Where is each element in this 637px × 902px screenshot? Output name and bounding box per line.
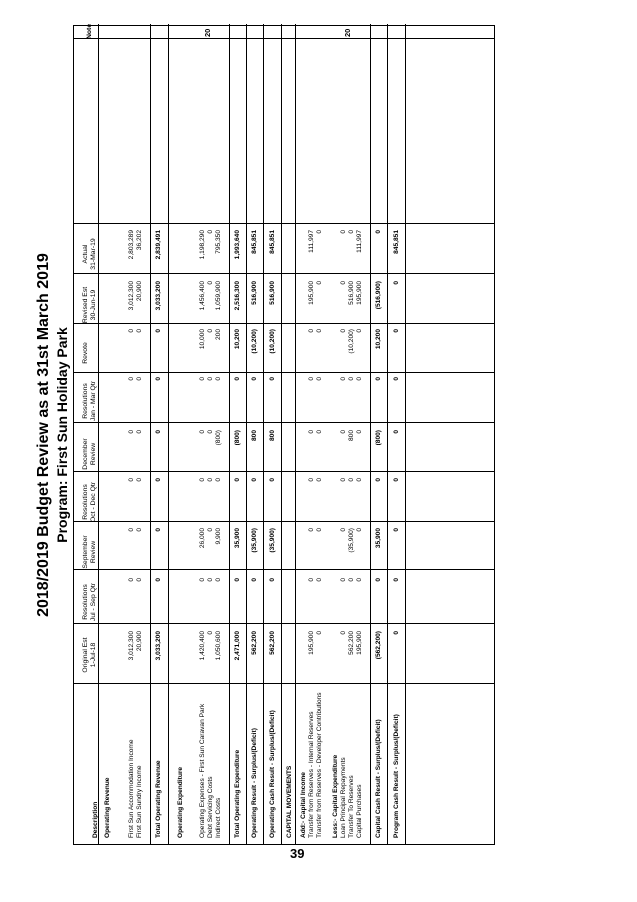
row-value: 795,350 <box>215 230 222 254</box>
row-value: 0 <box>207 377 214 381</box>
column-header: Review <box>90 540 97 564</box>
row-value: 0 <box>316 430 323 434</box>
row-value: 0 <box>393 430 400 434</box>
column-header: Resolutions <box>82 584 89 620</box>
row-value: 0 <box>207 478 214 482</box>
row-value: 0 <box>199 578 206 582</box>
row-value: 0 <box>356 478 363 482</box>
row-value: 0 <box>308 478 315 482</box>
row-label: Debt Servicing Costs <box>207 776 214 838</box>
row-divider <box>295 24 296 844</box>
section-heading: CAPITAL MOVEMENTS <box>286 765 293 838</box>
row-value: (10,200) <box>348 329 355 354</box>
row-value: 0 <box>251 478 258 482</box>
row-value: 0 <box>155 377 162 381</box>
row-value: 3,033,200 <box>155 281 162 311</box>
row-value: (35,900) <box>348 528 355 553</box>
row-value: 0 <box>316 281 323 285</box>
row-value: 1,198,290 <box>199 230 206 260</box>
row-value: 1,050,600 <box>215 631 222 661</box>
row-value: 0 <box>251 578 258 582</box>
row-value: 0 <box>136 377 143 381</box>
row-value: 0 <box>215 478 222 482</box>
row-value: 0 <box>393 377 400 381</box>
row-value: 0 <box>340 329 347 333</box>
row-value: 0 <box>155 578 162 582</box>
row-label: Operating Expenses - First Sun Caravan Park <box>199 703 206 838</box>
row-value: 0 <box>207 329 214 333</box>
row-value: 0 <box>215 377 222 381</box>
row-value: 0 <box>199 478 206 482</box>
row-divider <box>246 24 247 844</box>
row-value: 516,900 <box>251 281 258 305</box>
row-value: 0 <box>340 631 347 635</box>
row-label: Total Operating Expenditure <box>234 749 241 838</box>
column-header: Resolutions <box>82 484 89 520</box>
row-value: 0 <box>136 578 143 582</box>
row-value: 0 <box>136 430 143 434</box>
column-header: 30-Jun-19 <box>90 289 97 321</box>
row-value: 195,900 <box>356 281 363 305</box>
row-value: 0 <box>155 528 162 532</box>
row-value: 9,900 <box>215 528 222 545</box>
header-note: Note <box>86 23 93 39</box>
row-value: 0 <box>356 377 363 381</box>
column-header: Jul - Sep Qtr <box>90 582 97 622</box>
row-value: 2,839,491 <box>155 230 162 260</box>
row-value: 1,420,400 <box>199 631 206 661</box>
row-value: 35,900 <box>375 528 382 549</box>
row-value: 0 <box>128 528 135 532</box>
row-value: 0 <box>375 478 382 482</box>
budget-sheet <box>33 25 503 845</box>
row-value: 845,851 <box>251 230 258 254</box>
column-header: Actual <box>82 244 89 264</box>
row-value: 0 <box>308 377 315 381</box>
row-value: (516,900) <box>375 281 382 310</box>
row-label: Transfer from Reserves - Developer Contributions <box>316 692 323 838</box>
row-label: Loan Principal Repayments <box>340 757 347 838</box>
row-label: Capital Purchases <box>356 784 363 838</box>
section-heading: Less:- Capital Expenditure <box>332 754 339 838</box>
row-value: 516,900 <box>348 281 355 305</box>
row-value: 0 <box>340 478 347 482</box>
row-value: (35,900) <box>269 528 276 553</box>
row-value: 0 <box>128 377 135 381</box>
row-value: (800) <box>234 430 241 446</box>
column-header: Jan - Mar Qtr <box>90 380 97 422</box>
page-title: 2018/2019 Budget Review as at 31st March 2019 <box>35 253 52 617</box>
row-value: 0 <box>234 578 241 582</box>
row-value: 0 <box>340 430 347 434</box>
row-value: 0 <box>348 578 355 582</box>
column-header: Review <box>90 442 97 466</box>
row-label: First Sun Accommodation Income <box>128 739 135 838</box>
row-value: 0 <box>375 377 382 381</box>
row-value: 0 <box>128 430 135 434</box>
column-divider <box>74 223 494 224</box>
row-value: 35,900 <box>234 528 241 549</box>
row-label: Transfer To Reserves <box>348 775 355 838</box>
row-value: 0 <box>269 377 276 381</box>
row-value: 2,516,300 <box>234 281 241 311</box>
row-value: 0 <box>308 430 315 434</box>
row-value: 562,200 <box>269 631 276 655</box>
program-subtitle: Program: First Sun Holiday Park <box>54 327 70 543</box>
row-value: 0 <box>207 230 214 234</box>
row-value: (800) <box>375 430 382 446</box>
row-value: 0 <box>207 430 214 434</box>
section-heading: Operating Revenue <box>104 777 111 838</box>
row-value: 0 <box>136 478 143 482</box>
row-value: 0 <box>234 478 241 482</box>
column-header: Revised Est <box>82 286 89 324</box>
row-value: 0 <box>340 578 347 582</box>
row-value: 0 <box>128 578 135 582</box>
row-value: 0 <box>128 329 135 333</box>
row-value: 0 <box>251 377 258 381</box>
row-value: 0 <box>340 281 347 285</box>
row-value: 0 <box>348 230 355 234</box>
row-value: 0 <box>269 578 276 582</box>
row-value: 195,900 <box>308 281 315 305</box>
row-value: 800 <box>269 430 276 442</box>
row-value: 516,900 <box>269 281 276 305</box>
row-value: (10,200) <box>269 329 276 354</box>
row-value: 0 <box>316 631 323 635</box>
row-value: 0 <box>316 377 323 381</box>
row-value: 0 <box>356 578 363 582</box>
row-divider <box>281 24 282 844</box>
row-value: 10,200 <box>234 329 241 350</box>
row-value: (562,200) <box>375 631 382 660</box>
row-value: 0 <box>375 578 382 582</box>
row-value: (35,900) <box>251 528 258 553</box>
row-label: Operating Cash Result - Surplus/(Deficit) <box>269 710 276 838</box>
row-value: 10,000 <box>199 329 206 350</box>
row-value: 0 <box>393 329 400 333</box>
row-value: 0 <box>316 528 323 532</box>
row-divider <box>370 24 371 844</box>
row-value: 562,200 <box>348 631 355 655</box>
row-value: 0 <box>215 578 222 582</box>
row-value: 0 <box>340 377 347 381</box>
row-value: 0 <box>269 478 276 482</box>
row-value: 2,803,289 <box>128 230 135 260</box>
row-value: 0 <box>348 377 355 381</box>
row-value: 0 <box>308 528 315 532</box>
column-header: September <box>82 535 89 569</box>
row-value: 1,059,900 <box>215 281 222 311</box>
row-label: First Sun Sundry Income <box>136 765 143 838</box>
row-divider <box>387 24 388 844</box>
budget-table <box>73 25 495 845</box>
row-value: 562,200 <box>251 631 258 655</box>
row-value: 26,000 <box>199 528 206 549</box>
row-value: 3,033,200 <box>155 631 162 661</box>
row-value: 0 <box>308 329 315 333</box>
note-reference: 20 <box>343 28 352 37</box>
row-value: 0 <box>234 377 241 381</box>
row-label: Total Operating Revenue <box>155 760 162 838</box>
row-value: 0 <box>316 230 323 234</box>
row-value: 0 <box>308 578 315 582</box>
row-value: 800 <box>348 430 355 442</box>
row-value: 195,900 <box>356 631 363 655</box>
row-value: 0 <box>155 329 162 333</box>
column-header: Revote <box>82 342 89 364</box>
row-divider <box>229 24 230 844</box>
row-value: 0 <box>393 631 400 635</box>
row-value: 195,900 <box>308 631 315 655</box>
section-heading: Operating Expenditure <box>177 766 184 838</box>
row-value: 3,012,300 <box>128 631 135 661</box>
row-label: Capital Cash Result - Surplus/(Deficit) <box>375 719 382 838</box>
page-number: 39 <box>290 846 305 861</box>
row-label: Indirect Costs <box>215 797 222 838</box>
row-divider <box>263 24 264 844</box>
row-value: 0 <box>316 329 323 333</box>
row-label: Program Cash Result - Surplus/(Deficit) <box>393 714 400 838</box>
row-value: 0 <box>356 430 363 434</box>
row-value: 845,851 <box>393 230 400 254</box>
row-value: 0 <box>393 528 400 532</box>
row-value: 0 <box>155 478 162 482</box>
row-value: 20,900 <box>136 631 143 652</box>
row-value: 0 <box>136 528 143 532</box>
row-value: 200 <box>215 329 222 341</box>
row-value: 0 <box>393 281 400 285</box>
column-divider <box>74 683 494 684</box>
row-value: 0 <box>207 578 214 582</box>
column-header: Original Est <box>82 637 89 673</box>
column-header: December <box>82 438 89 470</box>
row-value: 0 <box>356 329 363 333</box>
row-value: 0 <box>207 281 214 285</box>
row-value: 0 <box>207 528 214 532</box>
row-divider <box>405 24 406 844</box>
row-value: 0 <box>356 528 363 532</box>
column-header: 1-Jul-18 <box>90 642 97 668</box>
row-value: 3,012,300 <box>128 281 135 311</box>
note-reference: 20 <box>203 28 212 37</box>
row-divider <box>98 24 99 844</box>
row-value: 0 <box>375 230 382 234</box>
row-value: 0 <box>316 478 323 482</box>
row-value: 0 <box>128 478 135 482</box>
row-value: 0 <box>393 578 400 582</box>
row-value: 2,471,000 <box>234 631 241 661</box>
row-value: (800) <box>215 430 222 446</box>
row-value: 845,851 <box>269 230 276 254</box>
row-value: 0 <box>207 631 214 635</box>
section-heading: Add:- Capital Income <box>300 772 307 838</box>
row-value: 0 <box>136 329 143 333</box>
row-value: 111,997 <box>308 230 315 253</box>
header-description: Description <box>92 801 99 838</box>
row-value: 36,202 <box>136 230 143 251</box>
row-value: 10,200 <box>375 329 382 350</box>
row-value: 0 <box>340 528 347 532</box>
column-header: Resolutions <box>82 383 89 419</box>
row-value: (10,200) <box>251 329 258 354</box>
row-value: 1,456,400 <box>199 281 206 311</box>
row-value: 0 <box>348 478 355 482</box>
row-value: 0 <box>340 230 347 234</box>
row-value: 20,900 <box>136 281 143 302</box>
row-value: 0 <box>199 430 206 434</box>
row-label: Operating Result - Surplus/(Deficit) <box>251 728 258 838</box>
row-value: 111,997 <box>356 230 363 253</box>
row-divider <box>168 24 169 844</box>
row-value: 800 <box>251 430 258 442</box>
column-header: Oct - Dec Qtr <box>90 481 97 523</box>
row-value: 0 <box>316 578 323 582</box>
row-value: 0 <box>393 478 400 482</box>
column-header: 31-Mar-19 <box>90 238 97 270</box>
row-divider <box>150 24 151 844</box>
column-divider <box>74 38 494 39</box>
row-value: 0 <box>155 430 162 434</box>
row-value: 1,993,640 <box>234 230 241 260</box>
row-label: Transfer from Reserves - Internal Reserves <box>308 711 315 838</box>
row-value: 0 <box>199 377 206 381</box>
